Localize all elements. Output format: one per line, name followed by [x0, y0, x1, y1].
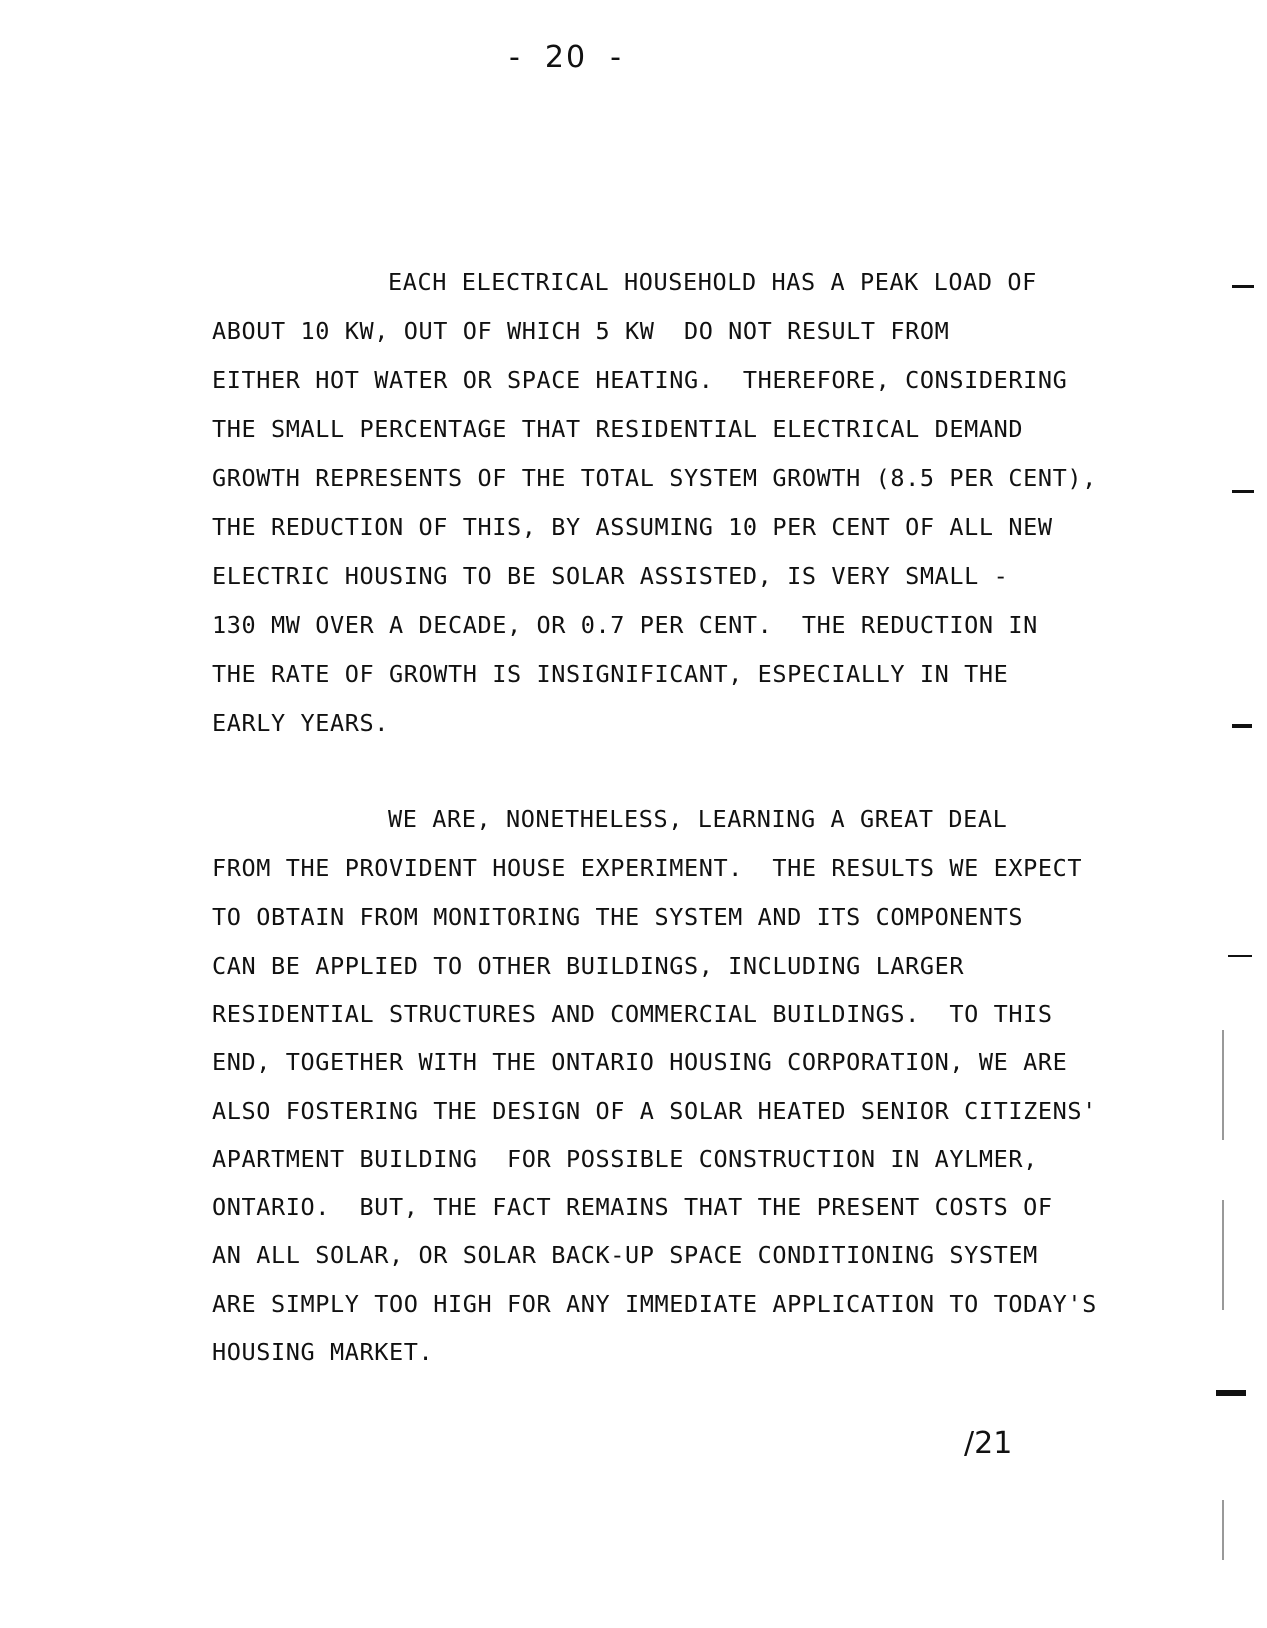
paragraph-2-line: FROM THE PROVIDENT HOUSE EXPERIMENT. THE RESULTS WE EXPECT [212, 854, 1083, 882]
paragraph-1-line: THE REDUCTION OF THIS, BY ASSUMING 10 PER CENT OF ALL NEW [212, 513, 1053, 541]
scan-mark [1232, 724, 1252, 728]
paragraph-1-line: EITHER HOT WATER OR SPACE HEATING. THEREFORE, CONSIDERING [212, 366, 1068, 394]
paragraph-2-line: ONTARIO. BUT, THE FACT REMAINS THAT THE PRESENT COSTS OF [212, 1193, 1053, 1221]
paragraph-1-line: EACH ELECTRICAL HOUSEHOLD HAS A PEAK LOAD OF [388, 268, 1037, 296]
page-number: - 20 - [509, 40, 623, 75]
paragraph-1-line: THE RATE OF GROWTH IS INSIGNIFICANT, ESPECIALLY IN THE [212, 660, 1009, 688]
scan-dots [1222, 1200, 1224, 1310]
paragraph-2-line: HOUSING MARKET. [212, 1338, 434, 1366]
paragraph-1-line: THE SMALL PERCENTAGE THAT RESIDENTIAL ELECTRICAL DEMAND [212, 415, 1024, 443]
paragraph-1-line: 130 MW OVER A DECADE, OR 0.7 PER CENT. THE REDUCTION IN [212, 611, 1038, 639]
scan-dots [1222, 1030, 1224, 1140]
scan-mark [1232, 285, 1254, 288]
continuation-marker: /21 [964, 1426, 1013, 1461]
scan-mark [1232, 490, 1254, 493]
paragraph-1-line: ABOUT 10 KW, OUT OF WHICH 5 KW DO NOT RESULT FROM [212, 317, 950, 345]
paragraph-1-line: EARLY YEARS. [212, 709, 389, 737]
paragraph-2-line: WE ARE, NONETHELESS, LEARNING A GREAT DEAL [388, 805, 1008, 833]
paragraph-2-line: ALSO FOSTERING THE DESIGN OF A SOLAR HEATED SENIOR CITIZENS' [212, 1097, 1097, 1125]
paragraph-2-line: CAN BE APPLIED TO OTHER BUILDINGS, INCLUDING LARGER [212, 952, 965, 980]
scan-dots [1222, 1500, 1224, 1560]
paragraph-1-line: ELECTRIC HOUSING TO BE SOLAR ASSISTED, IS VERY SMALL - [212, 562, 1009, 590]
paragraph-2-line: AN ALL SOLAR, OR SOLAR BACK-UP SPACE CONDITIONING SYSTEM [212, 1241, 1038, 1269]
paragraph-2-line: TO OBTAIN FROM MONITORING THE SYSTEM AND ITS COMPONENTS [212, 903, 1024, 931]
paragraph-1-line: GROWTH REPRESENTS OF THE TOTAL SYSTEM GROWTH (8.5 PER CENT), [212, 464, 1097, 492]
scan-mark [1216, 1390, 1246, 1396]
paragraph-2-line: APARTMENT BUILDING FOR POSSIBLE CONSTRUCTION IN AYLMER, [212, 1145, 1038, 1173]
paragraph-2-line: END, TOGETHER WITH THE ONTARIO HOUSING CORPORATION, WE ARE [212, 1048, 1068, 1076]
scan-mark [1228, 955, 1252, 957]
paragraph-2-line: RESIDENTIAL STRUCTURES AND COMMERCIAL BUILDINGS. TO THIS [212, 1000, 1053, 1028]
paragraph-2-line: ARE SIMPLY TOO HIGH FOR ANY IMMEDIATE APPLICATION TO TODAY'S [212, 1290, 1097, 1318]
